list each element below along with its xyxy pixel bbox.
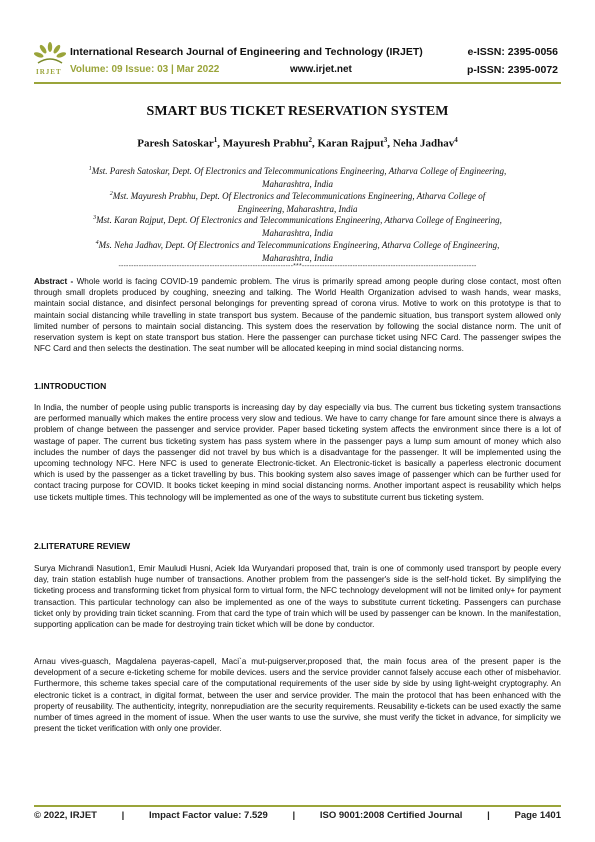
introduction-text: In India, the number of people using public transports is increasing day by day especially via bus. The current bus ticketing system transactions are performed manually which makes the entire process very slow and tedious. We have to carry change for fare amount since there is always a problem of change between the passenger and service provider. Paper based ticketing system affects the environment since there is a lot of wastage of paper. The current bus ticketing system has pass system where in the passenger pays a lump sum amount of money which also includes the number of days the passenger did not travel by bus which is a disadvantage for the passenger. It will be implemented using the upcoming technology NFC. Here NFC is used to generate Electronic-ticket. An Electronic-ticket is basically a paperless electronic document which is used by the passenger as a ticket travelling by bus. This booking system also saves image of passenger which can be further used for contact tracing purpose for COVID. It books ticket keeping in mind social distancing norms. Another important aspect is reusability which helps use tickets multiple times. This technology will be implemented as one of the ways to substitute current bus ticketing system. — [34, 403, 561, 502]
footer-copyright: © 2022, IRJET — [34, 810, 97, 821]
journal-name: International Research Journal of Engineering and Technology (IRJET) — [70, 46, 423, 58]
author-sup: 2 — [308, 136, 312, 144]
logo-text: IRJET — [36, 68, 62, 76]
footer-divider-bar: | — [487, 810, 490, 821]
literature-paragraph-1: Surya Michrandi Nasution1, Emir Mauludi Husni, Aciek Ida Wuryandari proposed that, train is one of commonly used transport by people every day, train station establish huge number of transactions. Another problem from the passenger's side is the self-hold ticket. By simplifying the ticketing process and transforming ticket from physical form to virtual form, the NFC technology development will not be limited only+ for payment transaction. This particular technology can also be implemented as one of the ways to substitute current ticketing. Passengers can purchase ticket only by providing train ticket scanning. From that card the type of train which will be used by passenger can be known. In the manifestation, supporting application can be made for destroying train ticket which will be done by conductor. — [34, 564, 561, 630]
p-issn: p-ISSN: 2395-0072 — [466, 64, 558, 76]
abstract — [34, 276, 561, 354]
footer-divider-bar: | — [292, 810, 296, 821]
volume-issue: Volume: 09 Issue: 03 | Mar 2022 — [70, 64, 220, 75]
abstract-text: Whole world is facing COVID-19 pandemic problem. The virus is primarily spread among people during close contact, most often through small droplets produced by coughing, sneezing and talking. The World Health Organization advised to wash hands, wear masks, maintain social distance, and disinfect personal belongings for preventing spread of corona virus. Motive to work on this prototype is that to maintain social distancing while travelling in state transport bus system. Because of the pandemic situation, bus transport system allowed only limited number of persons to maintain social distancing. This system does the reservation by following the social distance norm. The unit of reservation system is kept on state transport bus station. Here the passenger can purchase ticket using NFC Card. The passenger swipes the NFC Card and then selects the destination. The seat number will be allocated keeping in mind social distancing norms. — [34, 277, 561, 354]
section-separator: ---------------------------------------------------------------------***--------------------------------------------------------------------- — [118, 263, 477, 270]
affiliation-4 — [36, 237, 559, 265]
footer-page-number: Page 1401 — [514, 810, 561, 821]
section-heading-introduction: 1.INTRODUCTION — [34, 381, 107, 391]
e-issn: e-ISSN: 2395-0056 — [467, 46, 558, 58]
journal-website[interactable]: www.irjet.net — [290, 64, 352, 75]
header-divider — [34, 82, 561, 84]
affiliation-line: Ms. Neha Jadhav, Dept. Of Electronics and Telecommunications Engineering, Atharva College of Engineering, — [98, 240, 500, 250]
author-sup: 3 — [383, 136, 388, 144]
literature-paragraph-2: Arnau vives-guasch, Magdalena payeras-capell, Maci`a mut-puigserver,proposed that, the main focus area of the present paper is the development of a secure e-ticketing scheme for mobile devices. users and the service provider cannot falsely accuse each other of misbehavior. Furthermore, this scheme takes special care of the computational requirements of the user side by side by using light-weight cryptography. An electronic ticket is a contract, in digital format, between the user and service provider. The main the protocol that has been enhanced with the property of reusability. The authenticity, integrity, nonrepudiation are the security requirements. Reusability e-tickets can be used exactly the same number of times agreed in the moment of issue. When the user wants to use the survive, she must verify the ticket in advance, for simplicity we present the ticket verification with only one provider. — [34, 657, 561, 734]
author-name: Mayuresh Prabhu — [222, 137, 309, 150]
footer-impact-factor: Impact Factor value: 7.529 — [149, 810, 268, 821]
section-heading-literature-review: 2.LITERATURE REVIEW — [34, 541, 131, 551]
page-footer — [34, 810, 561, 821]
paper-title: SMART BUS TICKET RESERVATION SYSTEM — [146, 104, 449, 119]
page-header — [0, 0, 595, 92]
author-sup: 1 — [213, 136, 218, 144]
affiliation-line: Mst. Paresh Satoskar, Dept. Of Electronics and Telecommunications Engineering, Atharva College of Engineering, — [91, 166, 507, 176]
affiliation-1 — [36, 163, 559, 191]
affiliation-sup: 1 — [88, 166, 92, 172]
author-name: Neha Jadhav — [392, 137, 455, 150]
author-name: Paresh Satoskar — [137, 137, 214, 150]
affiliation-line: Maharashtra, India — [261, 228, 333, 238]
affiliation-sup: 4 — [95, 240, 99, 246]
affiliation-line: Maharashtra, India — [261, 179, 333, 189]
affiliation-line: Mst. Mayuresh Prabhu, Dept. Of Electronics and Telecommunications Engineering, Atharva College of — [112, 191, 486, 201]
affiliation-line: Mst. Karan Rajput, Dept. Of Electronics and Telecommunications Engineering, Atharva College of Engineering, — [96, 215, 502, 225]
author-sup: 4 — [454, 136, 458, 144]
footer-iso: ISO 9001:2008 Certified Journal — [319, 810, 463, 821]
affiliation-sup: 3 — [93, 215, 97, 221]
author-name: Karan Rajput — [317, 137, 384, 150]
affiliation-3 — [36, 212, 559, 240]
footer-divider — [34, 805, 561, 807]
affiliation-line: Engineering, Maharashtra, India — [237, 204, 358, 214]
affiliation-line: Maharashtra, India — [261, 253, 333, 263]
affiliation-sup: 2 — [109, 191, 113, 197]
author-list: Paresh Satoskar$^1$, Mayuresh Prabhu$^2$, Karan Rajput$^3$, Neha Jadhav$^4$ — [137, 136, 458, 150]
footer-divider-bar: | — [121, 810, 125, 821]
abstract-label: Abstract - — [34, 277, 74, 286]
